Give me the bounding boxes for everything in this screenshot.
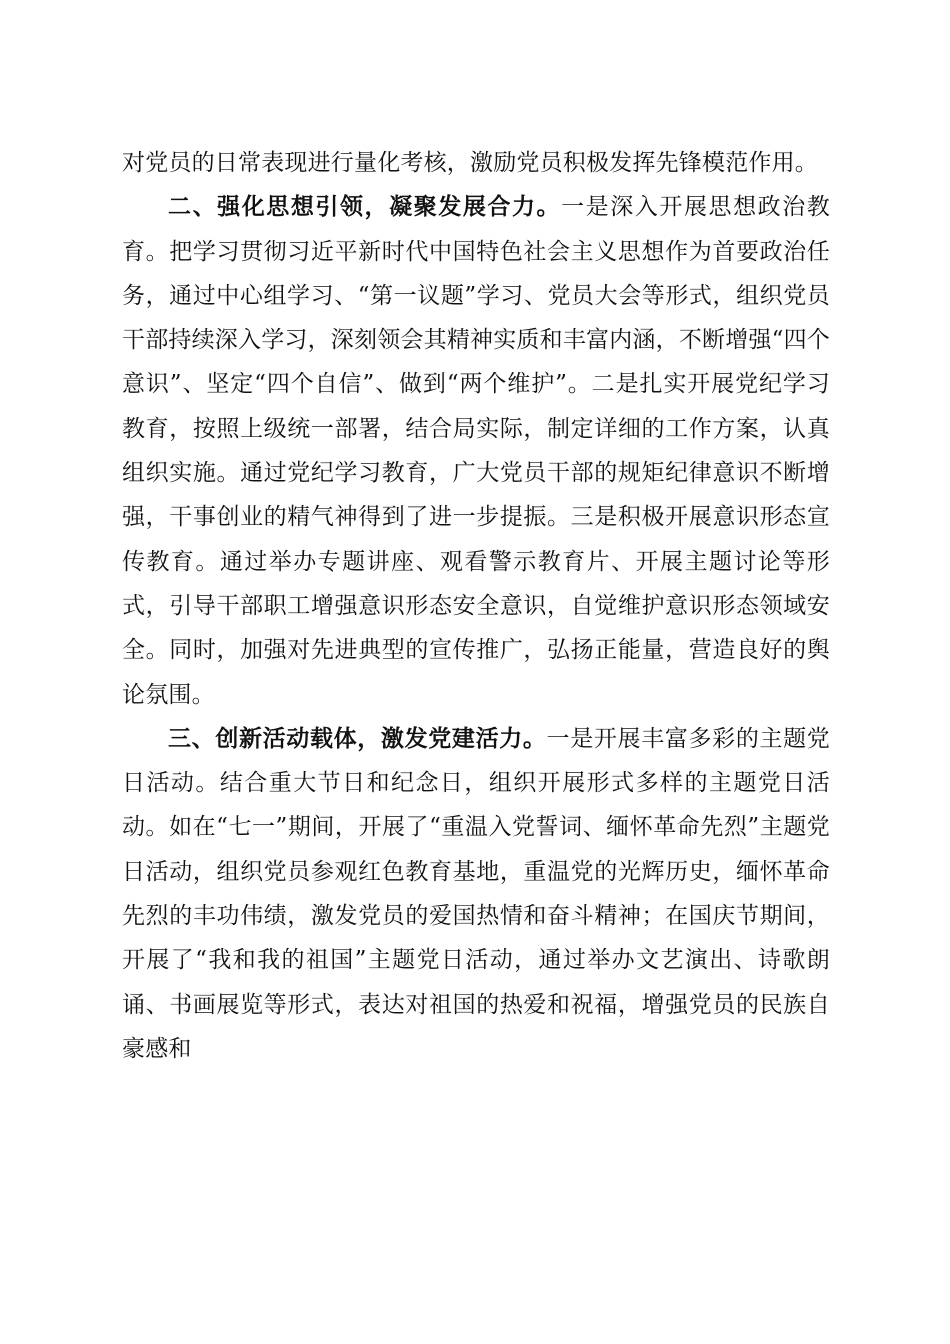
paragraph-section-two xyxy=(122,185,830,717)
paragraph-text: 一是深入开展思想政治教育。把学习贯彻习近平新时代中国特色社会主义思想作为首要政治任务，通过中心组学习、“第一议题”学习、党员大会等形式，组织党员干部持续深入学习，深刻领会其精神实质和丰富内涵，不断增强“四个意识”、坚定“四个自信”、做到“两个维护”。二是扎实开展党纪学习教育，按照上级统一部署，结合局实际，制定详细的工作方案，认真组织实施。通过党纪学习教育，广大党员干部的规矩纪律意识不断增强，干事创业的精气神得到了进一步提振。三是积极开展意识形态宣传教育。通过举办专题讲座、观看警示教育片、开展主题讨论等形式，引导干部职工增强意识形态安全意识，自觉维护意识形态领域安全。同时，加强对先进典型的宣传推广，弘扬正能量，营造良好的舆论氛围。 xyxy=(122,194,830,708)
paragraph-section-three xyxy=(122,717,830,1071)
paragraph-text: 一是开展丰富多彩的主题党日活动。结合重大节日和纪念日，组织开展形式多样的主题党日活动。如在“七一”期间，开展了“重温入党誓词、缅怀革命先烈”主题党日活动，组织党员参观红色教育基地，重温党的光辉历史，缅怀革命先烈的丰功伟绩，激发党员的爱国热情和奋斗精神；在国庆节期间，开展了“我和我的祖国”主题党日活动，通过举办文艺演出、诗歌朗诵、书画展览等形式，表达对祖国的热爱和祝福，增强党员的民族自豪感和 xyxy=(122,725,830,1062)
paragraph-continuation xyxy=(122,141,830,185)
document-body xyxy=(122,141,830,1071)
section-heading: 三、创新活动载体，激发党建活力。 xyxy=(168,725,547,752)
section-heading: 二、强化思想引领，凝聚发展合力。 xyxy=(168,194,562,221)
paragraph-text: 对党员的日常表现进行量化考核，激励党员积极发挥先锋模范作用。 xyxy=(122,150,818,176)
